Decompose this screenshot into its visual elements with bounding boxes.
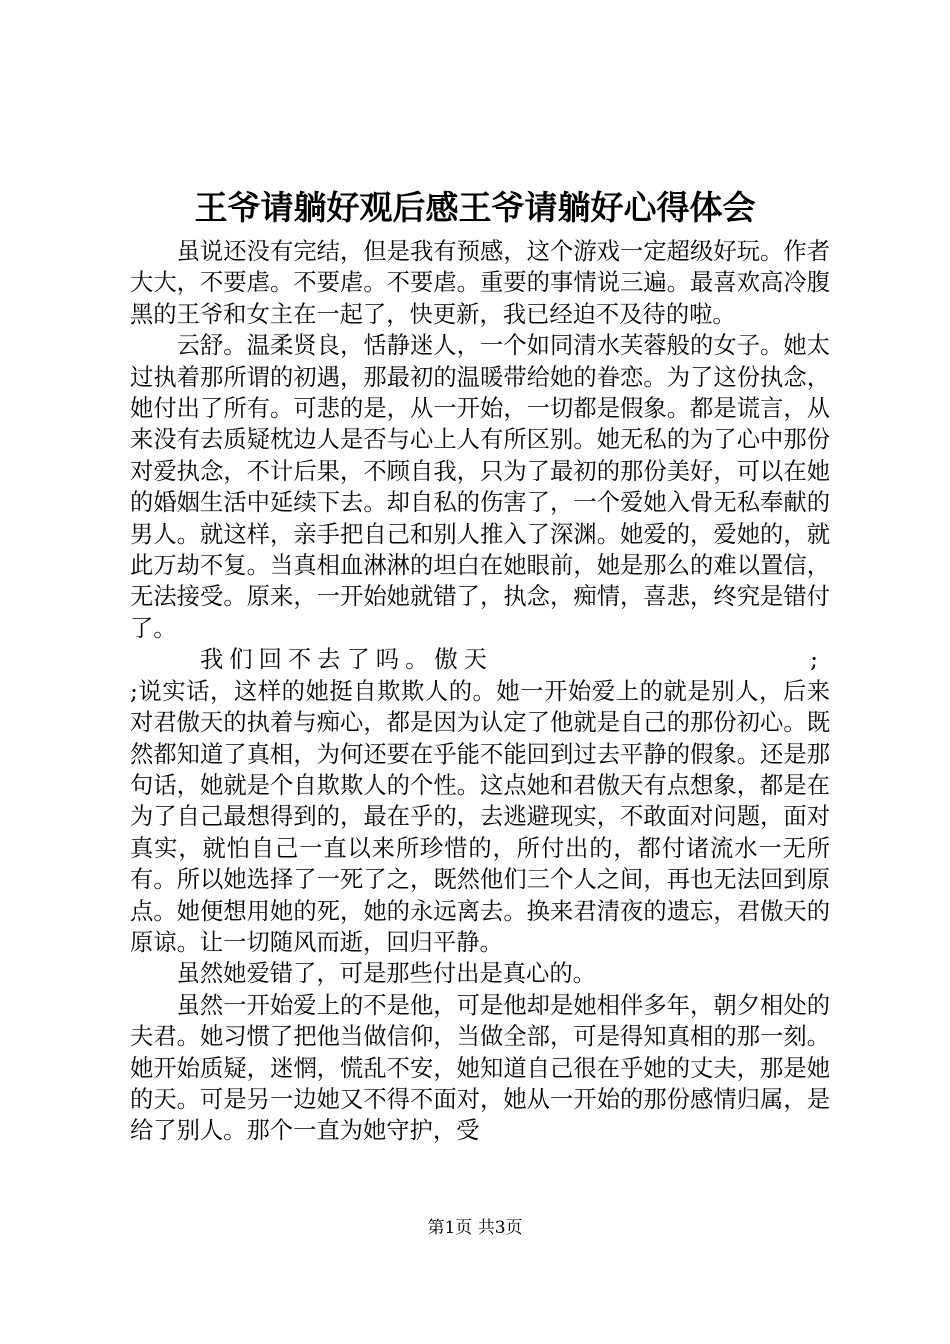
document-title: 王爷请躺好观后感王爷请躺好心得体会 [194, 188, 756, 227]
document-body [130, 236, 830, 1147]
paragraph-1: 虽说还没有完结，但是我有预感，这个游戏一定超级好玩。作者大大，不要虐。不要虐。不要虐。重要的事情说三遍。最喜欢高冷腹黑的王爷和女主在一起了，快更新，我已经迫不及待的啦。 [130, 238, 830, 328]
paragraph-3: ;说实话，这样的她挺自欺欺人的。她一开始爱上的就是别人，后来对君傲天的执着与痴心，都是因为认定了他就是自己的那份初心。既然都知道了真相，为何还要在乎能不能回到过去平静的假象。还是那句话，她就是个自欺欺人的个性。这点她和君傲天有点想象，都是在为了自己最想得到的，最在乎的，去逃避现实，不敢面对问题，面对真实，就怕自己一直以来所珍惜的，所付出的，都付诸流水一无所有。所以她选择了一死了之，既然他们三个人之间，再也无法回到原点。她便想用她的死，她的永远离去。换来君清夜的遗忘，君傲天的原谅。让一切随风而逝，回归平静。 [130, 677, 830, 956]
page-footer: 第1页 共3页 [427, 1218, 523, 1238]
spaced-line-right: ; [810, 646, 824, 674]
paragraph-4: 虽然她爱错了，可是那些付出是真心的。 [176, 960, 596, 988]
spaced-line-left: 我们回不去了吗。傲天 [200, 646, 493, 674]
paragraph-2: 云舒。温柔贤良，恬静迷人，一个如同清水芙蓉般的女子。她太过执着那所谓的初遇，那最初的温暖带给她的眷恋。为了这份执念，她付出了所有。可悲的是，从一开始，一切都是假象。都是谎言，从来没有去质疑枕边人是否与心上人有所区别。她无私的为了心中那份对爱执念，不计后果，不顾自我，只为了最初的那份美好，可以在她的婚姻生活中延续下去。却自私的伤害了，一个爱她入骨无私奉献的男人。就这样，亲手把自己和别人推入了深渊。她爱的，爱她的，就此万劫不复。当真相血淋淋的坦白在她眼前，她是那么的难以置信，无法接受。原来，一开始她就错了，执念，痴情，喜悲，终究是错付了。 [130, 332, 830, 642]
spaced-line [130, 644, 830, 675]
paragraph-5: 虽然一开始爱上的不是他，可是他却是她相伴多年，朝夕相处的夫君。她习惯了把他当做信仰，当做全部，可是得知真相的那一刻。她开始质疑，迷惘，慌乱不安，她知道自己很在乎她的丈夫，那是她的天。可是另一边她又不得不面对，她从一开始的那份感情归属，是给了别人。那个一直为她守护，受 [130, 991, 830, 1145]
